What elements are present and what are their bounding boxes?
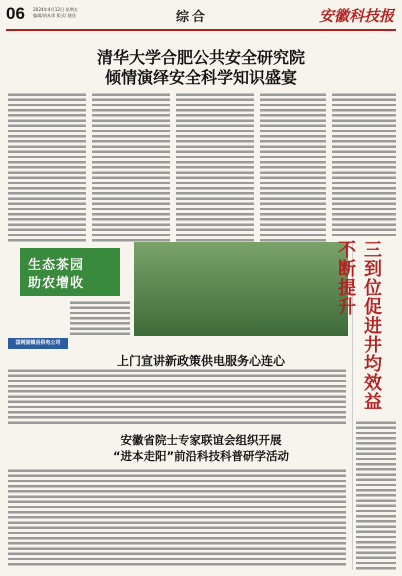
section-label: 国网固镇县供电公司	[8, 338, 68, 349]
issue-date: 2024年4月12日 星期五	[33, 7, 79, 12]
side-headline: 三到位促进井均效益不断提升	[335, 240, 382, 411]
bottom-headline-2: “进本走阳”前沿科技科普研学活动	[112, 449, 290, 463]
issue-editor: 编辑/胡从荣 版式/ 姚佳	[33, 13, 77, 18]
page-header	[6, 4, 396, 30]
lead-text-col-3	[176, 92, 254, 242]
lead-text-col-1	[8, 92, 86, 242]
lead-headline-2: 倾情演绎安全科学知识盛宴	[104, 68, 297, 87]
side-text	[356, 420, 396, 570]
lead-text-col-2	[92, 92, 170, 242]
feature-title-2: 助农增收	[28, 276, 85, 291]
lead-headline-1: 清华大学合肥公共安全研究院	[96, 48, 305, 67]
issue-meta	[33, 7, 78, 19]
masthead-logo: 安徽科技报	[318, 7, 394, 25]
middle-headline: 上门宣讲新政策供电服务心连心	[116, 354, 285, 368]
tea-garden-photo	[134, 242, 348, 336]
section-name: 综合	[176, 10, 209, 25]
bottom-text	[8, 468, 346, 568]
page-number: 06	[6, 4, 25, 23]
lead-text-col-4	[260, 92, 326, 242]
lead-text-col-5	[332, 92, 396, 237]
middle-text	[8, 368, 346, 426]
bottom-headline-1: 安徽省院士专家联谊会组织开展	[120, 433, 282, 447]
header-rule	[6, 29, 396, 31]
feature-title-1: 生态茶园	[28, 258, 85, 273]
feature-banner	[20, 248, 120, 296]
feature-text	[70, 300, 130, 335]
